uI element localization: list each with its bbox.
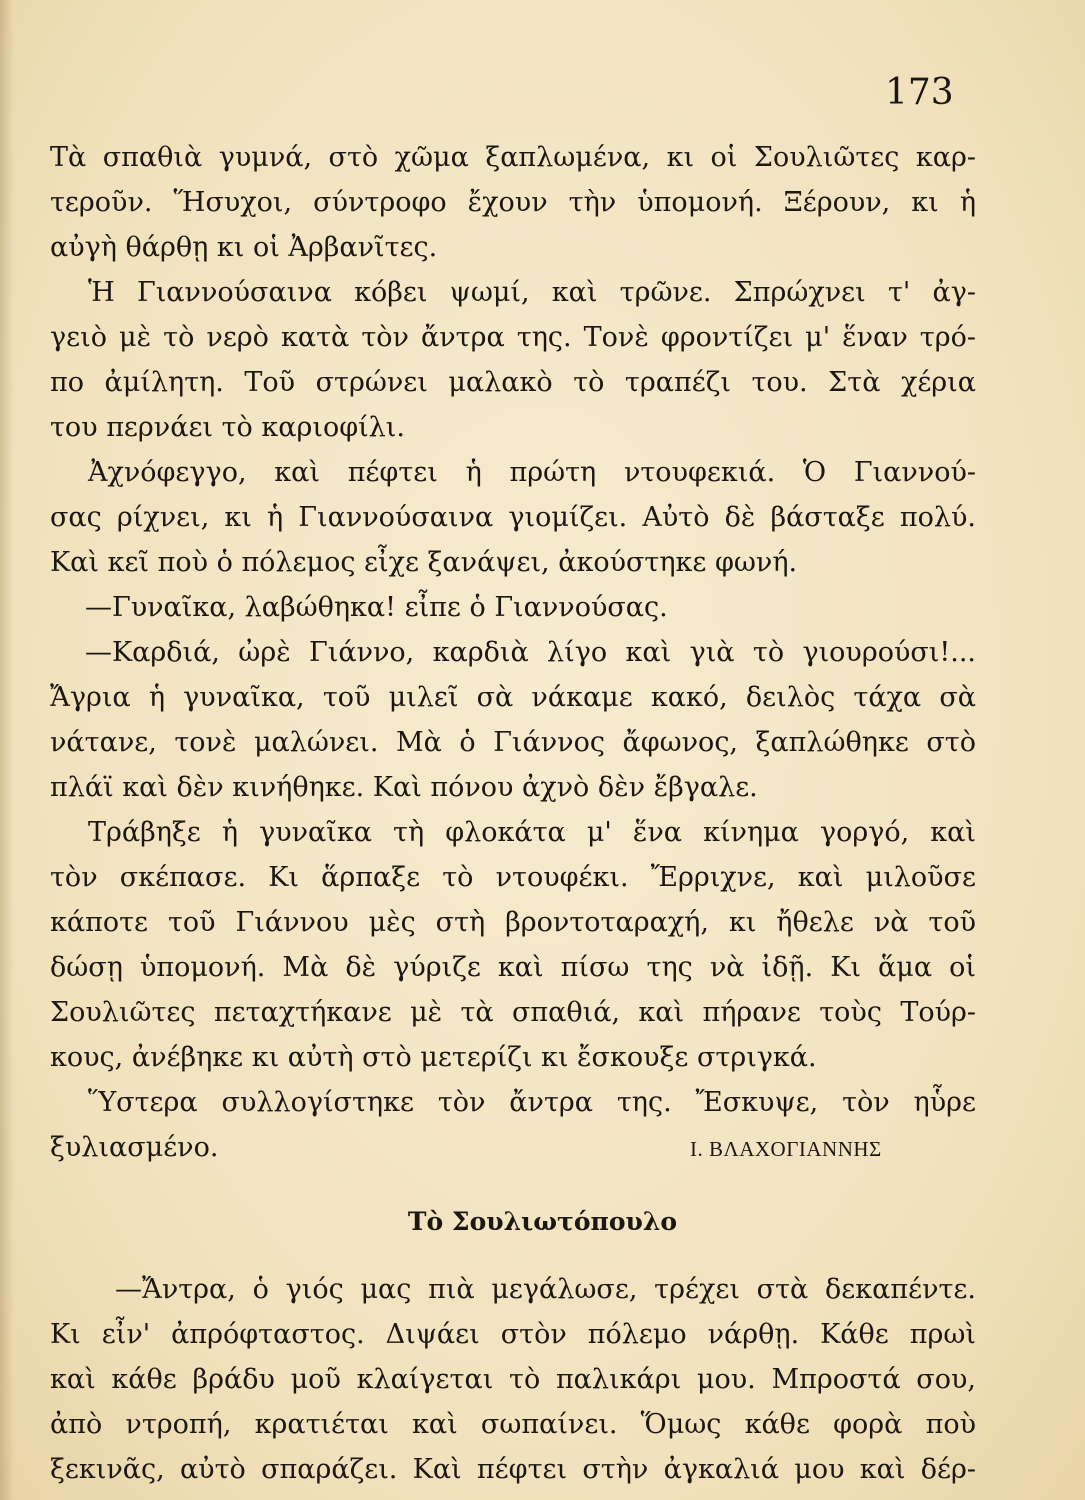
text-line: κους, ἀνέβηκε κι αὐτὴ στὸ μετερίζι κι ἔσκουξε στριγκά. <box>50 1042 817 1073</box>
text-line: Κι εἶν' ἀπρόφταστος. Διψάει στὸν πόλεμο νάρθῃ. Κάθε πρωὶ <box>50 1319 976 1350</box>
text-line: καὶ κάθε βράδυ μοῦ κλαίγεται τὸ παλικάρι μου. Μπροστά σου, <box>50 1364 976 1395</box>
dialogue-line: —Καρδιά, ὠρὲ Γιάννο, καρδιὰ λίγο καὶ γιὰ τὸ γιουρούσι!... <box>85 637 976 668</box>
text-line: κάποτε τοῦ Γιάννου μὲς στὴ βροντοταραχή, κι ἤθελε νὰ τοῦ <box>50 907 976 938</box>
text-line: γειὸ μὲ τὸ νερὸ κατὰ τὸν ἄντρα της. Τονὲ φροντίζει μ' ἕναν τρό- <box>50 322 976 353</box>
text-line: Τράβηξε ἡ γυναῖκα τὴ φλοκάτα μ' ἕνα κίνημα γοργό, καὶ <box>88 817 976 848</box>
text-line: πλάϊ καὶ δὲν κινήθηκε. Καὶ πόνου ἀχνὸ δὲν ἔβγαλε. <box>50 772 758 803</box>
text-line: τεροῦν. Ἥσυχοι, σύντροφο ἔχουν τὴν ὑπομονή. Ξέρουν, κι ἡ <box>50 187 976 218</box>
text-line: πο ἀμίλητη. Τοῦ στρώνει μαλακὸ τὸ τραπέζι του. Στὰ χέρια <box>50 367 976 398</box>
text-line: δώσῃ ὑπομονή. Μὰ δὲ γύριζε καὶ πίσω της νὰ ἰδῇ. Κι ἅμα οἱ <box>50 952 976 983</box>
text-line: Ὕστερα συλλογίστηκε τὸν ἄντρα της. Ἔσκυψε, τὸν ηὗρε <box>88 1087 976 1118</box>
text-line: ξυλιασμένο. <box>50 1132 219 1163</box>
text-line: ἀπὸ ντροπή, κρατιέται καὶ σωπαίνει. Ὅμως κάθε φορὰ ποὺ <box>50 1409 976 1440</box>
text-line: ξεκινᾶς, αὐτὸ σπαράζει. Καὶ πέφτει στὴν ἀγκαλιά μου καὶ δέρ- <box>50 1454 976 1485</box>
text-line: Καὶ κεῖ ποὺ ὁ πόλεμος εἶχε ξανάψει, ἀκούστηκε φωνή. <box>50 547 798 578</box>
author-signature: Ι. ΒΛΑΧΟΓΙΑΝΝΗΣ <box>690 1137 882 1161</box>
text-line: Ἄγρια ἡ γυναῖκα, τοῦ μιλεῖ σὰ νάκαμε κακό, δειλὸς τάχα σὰ <box>50 682 976 713</box>
dialogue-line: —Γυναῖκα, λαβώθηκα! εἶπε ὁ Γιαννούσας. <box>85 592 668 623</box>
text-line: σας ρίχνει, κι ἡ Γιαννούσαινα γιομίζει. Αὐτὸ δὲ βάσταξε πολύ. <box>50 502 976 533</box>
text-line: του περνάει τὸ καριοφίλι. <box>50 412 405 443</box>
section-title: Τὸ Σουλιωτόπουλο <box>407 1207 678 1236</box>
text-line: Ἡ Γιαννούσαινα κόβει ψωμί, καὶ τρῶνε. Σπρώχνει τ' ἀγ- <box>88 277 976 308</box>
page-number: 173 <box>885 72 954 113</box>
text-line: Σουλιῶτες πεταχτήκανε μὲ τὰ σπαθιά, καὶ πήρανε τοὺς Τούρ- <box>50 997 976 1028</box>
text-line: Τὰ σπαθιὰ γυμνά, στὸ χῶμα ξαπλωμένα, κι οἱ Σουλιῶτες καρ- <box>50 142 976 173</box>
text-line: αὐγὴ θάρθῃ κι οἱ Ἀρβανῖτες. <box>50 232 438 263</box>
text-line: τὸν σκέπασε. Κι ἅρπαξε τὸ ντουφέκι. Ἔρριχνε, καὶ μιλοῦσε <box>50 862 976 893</box>
text-line: Ἀχνόφεγγο, καὶ πέφτει ἡ πρώτη ντουφεκιά. Ὁ Γιαννού- <box>88 457 976 488</box>
text-line: νάτανε, τονὲ μαλώνει. Μὰ ὁ Γιάννος ἄφωνος, ξαπλώθηκε στὸ <box>50 727 976 758</box>
binding-shadow <box>0 0 14 1500</box>
dialogue-line: —Ἄντρα, ὁ γιός μας πιὰ μεγάλωσε, τρέχει στὰ δεκαπέντε. <box>115 1274 976 1305</box>
